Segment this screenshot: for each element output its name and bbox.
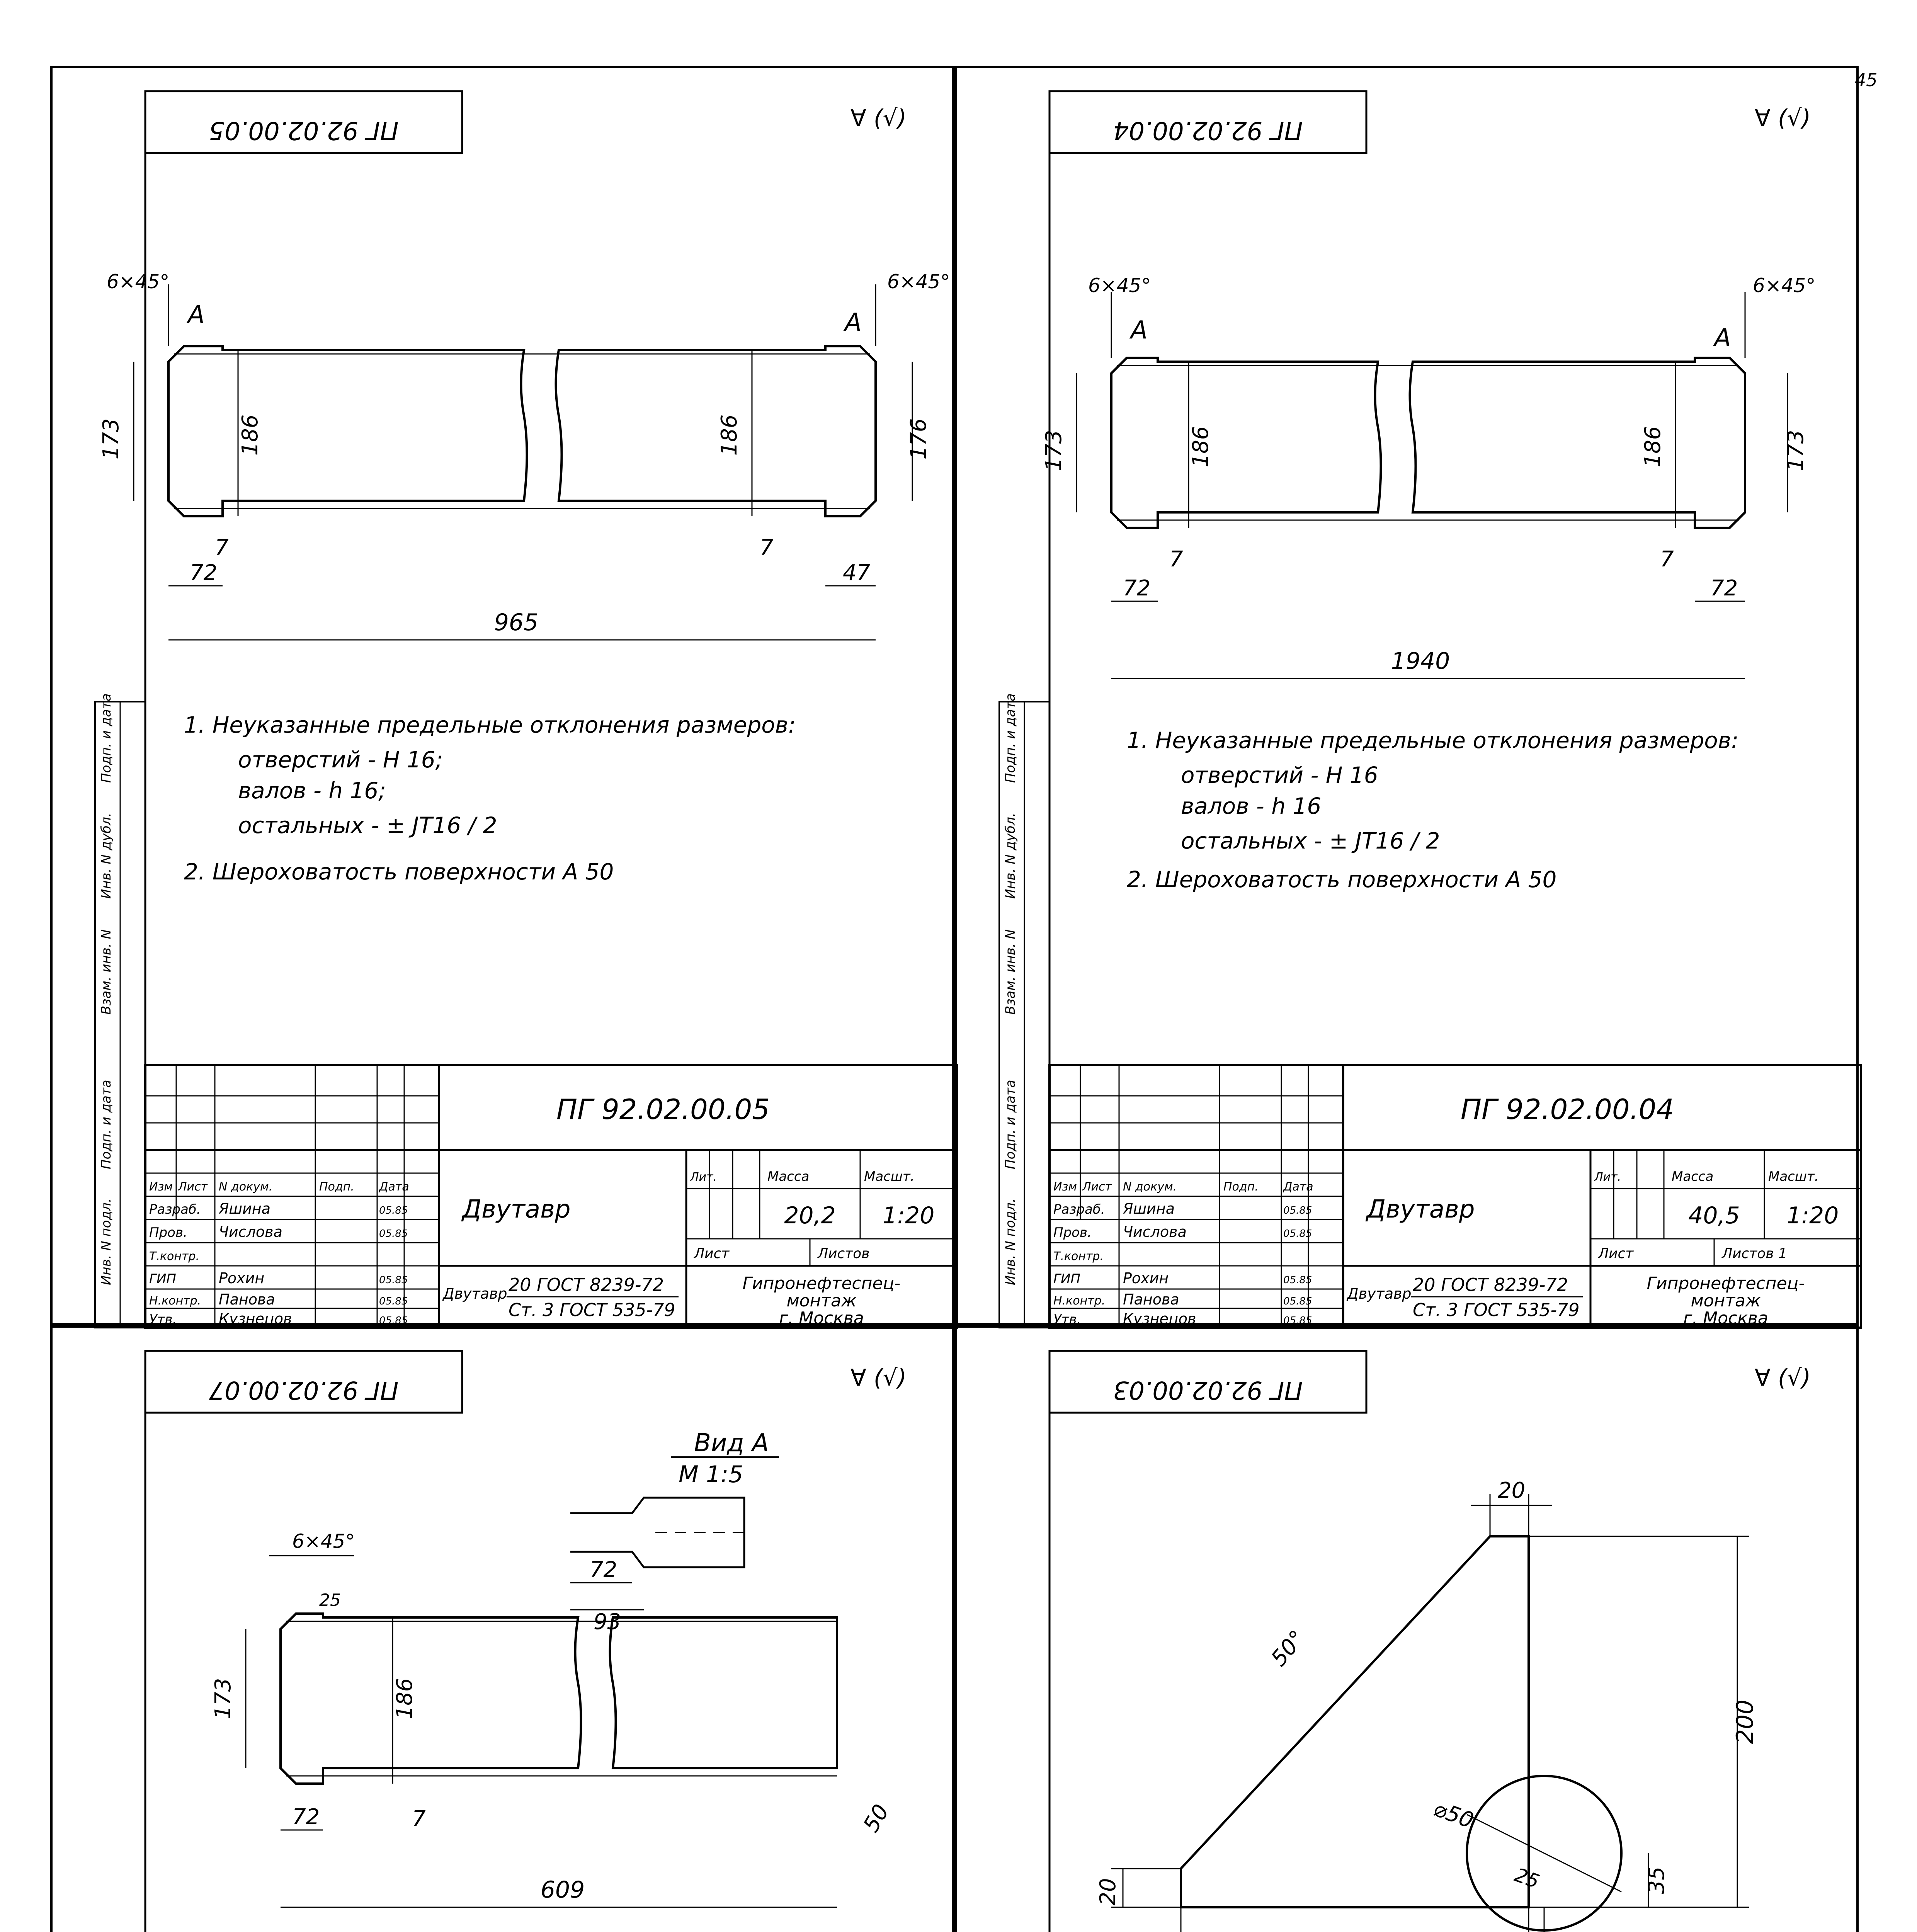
dim-left-d03: 20 xyxy=(1095,1878,1121,1906)
drawing-d07 xyxy=(53,1328,957,1932)
gusset-outline-d03 xyxy=(1181,1536,1529,1907)
material-1-d04: 20 ГОСТ 8239-72 xyxy=(1413,1274,1568,1295)
dim-cut-d07: 50 xyxy=(858,1800,894,1837)
drawing-d05 xyxy=(53,68,957,1328)
roughness-d07: ∀ (√) xyxy=(850,1364,907,1391)
role-utv-d04: Утв. xyxy=(1053,1312,1081,1327)
note-1-d05: 1. Неуказанные предельные отклонения размеров: xyxy=(184,712,796,738)
mirror-code-d04: ПГ 92.02.00.04 xyxy=(1113,116,1303,145)
person-nkontr-d05: Панова xyxy=(219,1291,275,1308)
sidebar-3-d04: Взам. инв. N xyxy=(1003,929,1018,1015)
org-1-d04: Гипронефтеспец- xyxy=(1647,1274,1805,1293)
person-prov-d04: Числова xyxy=(1123,1223,1187,1240)
hdr-masht-d05: Масшт. xyxy=(864,1169,915,1184)
dim-height-d03: 200 xyxy=(1732,1699,1759,1744)
date-prov-d04: 05.85 xyxy=(1283,1228,1312,1240)
role-razrab-d04: Разраб. xyxy=(1053,1202,1105,1217)
dim-flange-d04: 7 xyxy=(1169,547,1183,572)
hdr-list2-d05: Лист xyxy=(694,1246,730,1262)
sidebar-5-d04: Подп. и дата xyxy=(1003,693,1018,783)
hdr-izm-d04: Изм xyxy=(1053,1180,1077,1194)
section-a-left-d04: А xyxy=(1131,316,1148,345)
person-gip-d04: Рохин xyxy=(1123,1270,1169,1287)
part-name-d04: Двутавр xyxy=(1366,1195,1475,1224)
dim-web-d05: 186 xyxy=(238,414,263,456)
chamfer-left-d04: 6×45° xyxy=(1088,274,1151,297)
view-label-d07: Вид А xyxy=(694,1429,769,1458)
hdr-data-d04: Дата xyxy=(1283,1180,1313,1194)
section-a-right-d05: А xyxy=(845,308,862,337)
mass-d04: 40,5 xyxy=(1688,1202,1740,1229)
note-4-d04: остальных - ± JT16 / 2 xyxy=(1181,828,1440,854)
hdr-ndokum-d04: N докум. xyxy=(1123,1180,1177,1194)
dim-flange-d07: 7 xyxy=(412,1806,426,1832)
sheet-d04 xyxy=(954,66,1859,1328)
hdr-list-d04: Лист xyxy=(1082,1180,1112,1194)
code-d04: ПГ 92.02.00.04 xyxy=(1460,1093,1674,1126)
hdr-podp-d05: Подп. xyxy=(319,1180,354,1194)
material-1-d05: 20 ГОСТ 8239-72 xyxy=(509,1274,664,1295)
org-2-d05: монтаж xyxy=(786,1291,857,1311)
dim-top-d03: 20 xyxy=(1498,1478,1526,1503)
dim-flange-d05: 7 xyxy=(215,535,229,560)
role-gip-d04: ГИП xyxy=(1053,1271,1080,1287)
note-3-d04: валов - h 16 xyxy=(1181,793,1322,819)
note-5-d05: 2. Шероховатость поверхности А 50 xyxy=(184,859,614,885)
dim-right-len-d04: 72 xyxy=(1710,576,1738,601)
dim-height-d07: 173 xyxy=(211,1678,236,1719)
mirror-code-d05: ПГ 92.02.00.05 xyxy=(209,116,399,145)
dim-web-right-d04: 186 xyxy=(1640,426,1665,468)
roughness-d04: ∀ (√) xyxy=(1754,105,1811,132)
date-razrab-d04: 05.85 xyxy=(1283,1205,1312,1216)
sidebar-4-d04: Инв. N дубл. xyxy=(1003,813,1018,899)
note-2-d05: отверстий - H 16; xyxy=(238,747,443,773)
date-nkontr-d05: 05.85 xyxy=(379,1296,408,1307)
material-2-d04: Ст. 3 ГОСТ 535-79 xyxy=(1413,1299,1580,1320)
section-a-right-d04: А xyxy=(1714,324,1731,352)
dim-angle-d03: 50° xyxy=(1266,1626,1310,1671)
chamfer-left-d05: 6×45° xyxy=(107,270,170,293)
note-4-d05: остальных - ± JT16 / 2 xyxy=(238,812,497,838)
sidebar-4-d05: Инв. N дубл. xyxy=(99,813,114,899)
code-d05: ПГ 92.02.00.05 xyxy=(556,1093,770,1126)
title-block-d05 xyxy=(145,1065,957,1328)
role-utv-d05: Утв. xyxy=(149,1312,177,1327)
role-nkontr-d05: Н.контр. xyxy=(149,1294,201,1308)
org-1-d05: Гипронефтеспец- xyxy=(742,1274,901,1293)
date-razrab-d05: 05.85 xyxy=(379,1205,408,1216)
dim-total-d07: 609 xyxy=(540,1876,585,1903)
note-3-d05: валов - h 16; xyxy=(238,777,386,804)
hdr-list-d05: Лист xyxy=(178,1180,208,1194)
hdr-masht-d04: Масшт. xyxy=(1768,1169,1819,1184)
drawing-d04 xyxy=(957,68,1861,1328)
org-3-d04: г. Москва xyxy=(1683,1308,1768,1328)
dim-view93-d07: 93 xyxy=(594,1609,621,1634)
note-2-d04: отверстий - H 16 xyxy=(1181,762,1378,788)
dim-hole-dia-d03: ⌀50 xyxy=(1430,1796,1477,1834)
scale-d05: 1:20 xyxy=(882,1202,935,1229)
material-prefix-d05: Двутавр xyxy=(443,1285,507,1302)
material-prefix-d04: Двутавр xyxy=(1347,1285,1412,1302)
person-nkontr-d04: Панова xyxy=(1123,1291,1179,1308)
date-utv-d04: 05.85 xyxy=(1283,1315,1312,1327)
mass-d05: 20,2 xyxy=(784,1202,836,1229)
org-3-d05: г. Москва xyxy=(779,1308,864,1328)
person-razrab-d05: Яшина xyxy=(219,1200,271,1217)
role-nkontr-d04: Н.контр. xyxy=(1053,1294,1106,1308)
dim-left-len-d04: 72 xyxy=(1123,576,1151,601)
hdr-lit-d04: Лит. xyxy=(1594,1170,1621,1184)
sidebar-5-d05: Подп. и дата xyxy=(99,693,114,783)
dim-total-d04: 1940 xyxy=(1391,648,1450,675)
chamfer-right-d05: 6×45° xyxy=(887,270,950,293)
hdr-massa-d04: Масса xyxy=(1672,1169,1714,1184)
sidebar-2-d05: Подп. и дата xyxy=(99,1080,114,1169)
role-tkontr-d04: Т.контр. xyxy=(1053,1250,1104,1263)
hdr-izm-d05: Изм xyxy=(149,1180,173,1194)
sidebar-2-d04: Подп. и дата xyxy=(1003,1080,1018,1169)
dim-height-left-d04: 173 xyxy=(1041,430,1067,471)
dim-left-len-d07: 72 xyxy=(292,1804,320,1830)
sheet-d07 xyxy=(50,1325,954,1932)
hdr-massa-d05: Масса xyxy=(767,1169,810,1184)
note-5-d04: 2. Шероховатость поверхности А 50 xyxy=(1127,866,1557,893)
part-name-d05: Двутавр xyxy=(462,1195,571,1224)
chamfer-d07: 6×45° xyxy=(292,1530,355,1553)
dim-view72-d07: 72 xyxy=(590,1557,617,1582)
dim-total-d05: 965 xyxy=(494,609,539,636)
hdr-ndokum-d05: N докум. xyxy=(219,1180,273,1194)
sheet-d03 xyxy=(954,1325,1859,1932)
mirror-code-d07: ПГ 92.02.00.07 xyxy=(209,1376,399,1404)
hdr-lit-d05: Лит. xyxy=(690,1170,717,1184)
note-1-d04: 1. Неуказанные предельные отклонения размеров: xyxy=(1127,727,1739,753)
date-gip-d04: 05.85 xyxy=(1283,1274,1312,1286)
org-2-d04: монтаж xyxy=(1691,1291,1761,1311)
hdr-data-d05: Дата xyxy=(379,1180,409,1194)
view-scale-d07: М 1:5 xyxy=(679,1461,743,1488)
dim-hole-r-d03: 25 xyxy=(1511,1863,1543,1893)
date-utv-d05: 05.85 xyxy=(379,1315,408,1327)
section-a-left-d05: А xyxy=(188,301,205,329)
hdr-listov-d05: Листов xyxy=(818,1246,870,1262)
dim-web-d04: 186 xyxy=(1188,426,1213,468)
material-2-d05: Ст. 3 ГОСТ 535-79 xyxy=(509,1299,675,1320)
dim-web-right-d05: 186 xyxy=(717,414,742,456)
roughness-d05: ∀ (√) xyxy=(850,105,907,132)
mirror-code-d03: ПГ 92.02.00.03 xyxy=(1113,1376,1303,1404)
role-prov-d04: Пров. xyxy=(1053,1225,1092,1240)
dim-height-right-d05: 176 xyxy=(906,418,931,460)
scale-d04: 1:20 xyxy=(1786,1202,1839,1229)
role-razrab-d05: Разраб. xyxy=(149,1202,201,1217)
sheet-d05 xyxy=(50,66,954,1328)
chamfer-right-d04: 6×45° xyxy=(1753,274,1816,297)
title-block-d04 xyxy=(1050,1065,1861,1328)
drawing-d03 xyxy=(957,1328,1861,1932)
hdr-list2-d04: Лист xyxy=(1598,1246,1634,1262)
hdr-podp-d04: Подп. xyxy=(1223,1180,1259,1194)
person-prov-d05: Числова xyxy=(219,1223,282,1240)
dim-right-len-d05: 47 xyxy=(843,560,871,585)
chamfer-small-d07: 25 xyxy=(319,1590,341,1610)
page-number: 45 xyxy=(1855,70,1878,90)
dim-flange-right-d05: 7 xyxy=(760,535,774,560)
person-razrab-d04: Яшина xyxy=(1123,1200,1175,1217)
person-gip-d05: Рохин xyxy=(219,1270,265,1287)
date-prov-d05: 05.85 xyxy=(379,1228,408,1240)
person-utv-d05: Кузнецов xyxy=(219,1310,292,1327)
roughness-d03: ∀ (√) xyxy=(1754,1364,1811,1391)
sidebar-1-d04: Инв. N подл. xyxy=(1003,1198,1018,1285)
date-nkontr-d04: 05.85 xyxy=(1283,1296,1312,1307)
role-prov-d05: Пров. xyxy=(149,1225,187,1240)
role-gip-d05: ГИП xyxy=(149,1271,176,1287)
date-gip-d05: 05.85 xyxy=(379,1274,408,1286)
dim-flange-right-d04: 7 xyxy=(1660,547,1674,572)
dim-height-right-d04: 173 xyxy=(1783,430,1808,471)
hdr-listov-d04: Листов 1 xyxy=(1722,1246,1787,1262)
dim-hole-y-d03: 35 xyxy=(1644,1866,1669,1894)
person-utv-d04: Кузнецов xyxy=(1123,1310,1196,1327)
sidebar-3-d05: Взам. инв. N xyxy=(99,929,114,1015)
sidebar-1-d05: Инв. N подл. xyxy=(99,1198,114,1285)
role-tkontr-d05: Т.контр. xyxy=(149,1250,200,1263)
dim-height-left-d05: 173 xyxy=(99,418,124,460)
dim-left-len-d05: 72 xyxy=(190,560,218,585)
dim-web-d07: 186 xyxy=(392,1678,417,1719)
